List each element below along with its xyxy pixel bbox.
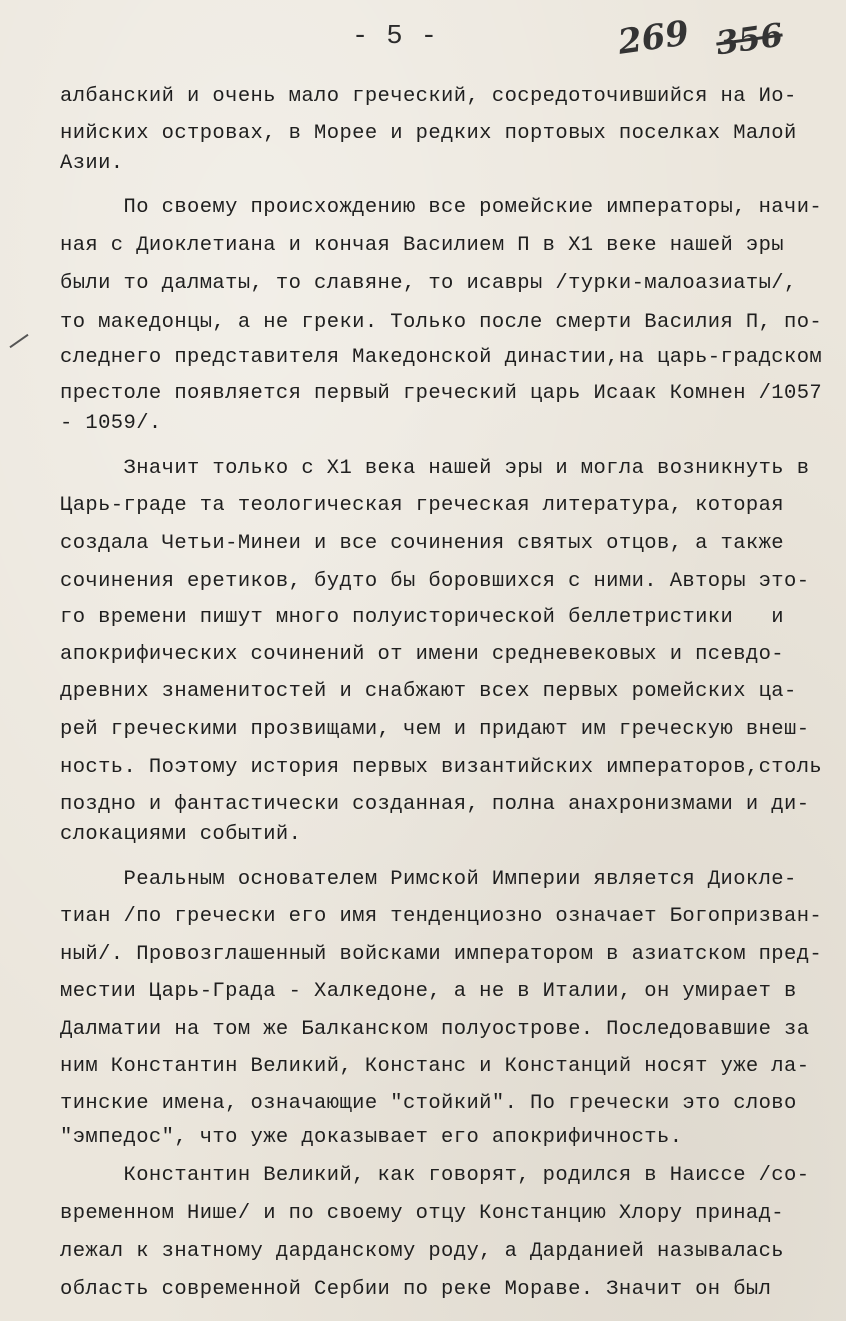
margin-pencil-mark — [9, 334, 28, 348]
page-number: - 5 - — [351, 22, 438, 52]
text-line: Константин Великий, как говорят, родился в Наиссе /со- — [60, 1164, 810, 1187]
text-line: поздно и фантастически созданная, полна анахронизмами и ди- — [60, 793, 810, 816]
text-line: Далматии на том же Балканском полуострове. Последовавшие за — [60, 1018, 810, 1041]
text-line: слокациями событий. — [60, 823, 302, 846]
handwritten-archive-number: 269 — [615, 13, 692, 63]
handwritten-archive-number-struck: 356 — [713, 15, 786, 63]
text-line: временном Нише/ и по своему отцу Констанцию Хлору принад- — [60, 1202, 785, 1225]
text-line: рей греческими прозвищами, чем и придают им греческую внеш- — [60, 718, 810, 741]
text-line: престоле появляется первый греческий царь Исаак Комнен /1057 — [60, 382, 823, 405]
text-line: Царь-граде та теологическая греческая литература, которая — [60, 494, 785, 517]
text-line: Реальным основателем Римской Империи является Диокле- — [60, 868, 797, 891]
text-line: апокрифических сочинений от имени средневековых и псевдо- — [60, 643, 785, 666]
text-line: - 1059/. — [60, 412, 162, 435]
text-line: "эмпедос", что уже доказывает его апокрифичность. — [60, 1126, 683, 1149]
text-line: тиан /по гречески его имя тенденциозно означает Богопризван- — [60, 905, 823, 928]
text-line: Значит только с Х1 века нашей эры и могла возникнуть в — [60, 457, 810, 480]
text-line: следнего представителя Македонской династии,на царь-градском — [60, 346, 823, 369]
text-line: создала Четьи-Минеи и все сочинения святых отцов, а также — [60, 532, 785, 555]
text-line: нийских островах, в Морее и редких портовых поселках Малой — [60, 122, 797, 145]
text-line: го времени пишут много полуисторической беллетристики и — [60, 606, 785, 629]
text-line: древних знаменитостей и снабжают всех первых ромейских ца- — [60, 680, 797, 703]
text-line: ним Константин Великий, Констанс и Констанций носят уже ла- — [60, 1055, 810, 1078]
text-line: ность. Поэтому история первых византийских императоров,столь — [60, 756, 823, 779]
text-line: ная с Диоклетиана и кончая Василием П в Х1 веке нашей эры — [60, 234, 785, 257]
text-line: албанский и очень мало греческий, сосредоточившийся на Ио- — [60, 85, 797, 108]
text-line: то македонцы, а не греки. Только после смерти Василия П, по- — [60, 311, 823, 334]
text-line: По своему происхождению все ромейские императоры, начи- — [60, 196, 823, 219]
text-line: Азии. — [60, 152, 124, 175]
text-line: были то далматы, то славяне, то исавры /турки-малоазиаты/, — [60, 272, 797, 295]
text-line: лежал к знатному дарданскому роду, а Дарданией называлась — [60, 1240, 785, 1263]
text-line: местии Царь-Града - Халкедоне, а не в Италии, он умирает в — [60, 980, 797, 1003]
text-line: ный/. Провозглашенный войсками императором в азиатском пред- — [60, 943, 823, 966]
text-line: тинские имена, означающие "стойкий". По гречески это слово — [60, 1092, 797, 1115]
text-line: область современной Сербии по реке Мораве. Значит он был — [60, 1278, 772, 1301]
text-line: сочинения еретиков, будто бы боровшихся с ними. Авторы это- — [60, 570, 810, 593]
